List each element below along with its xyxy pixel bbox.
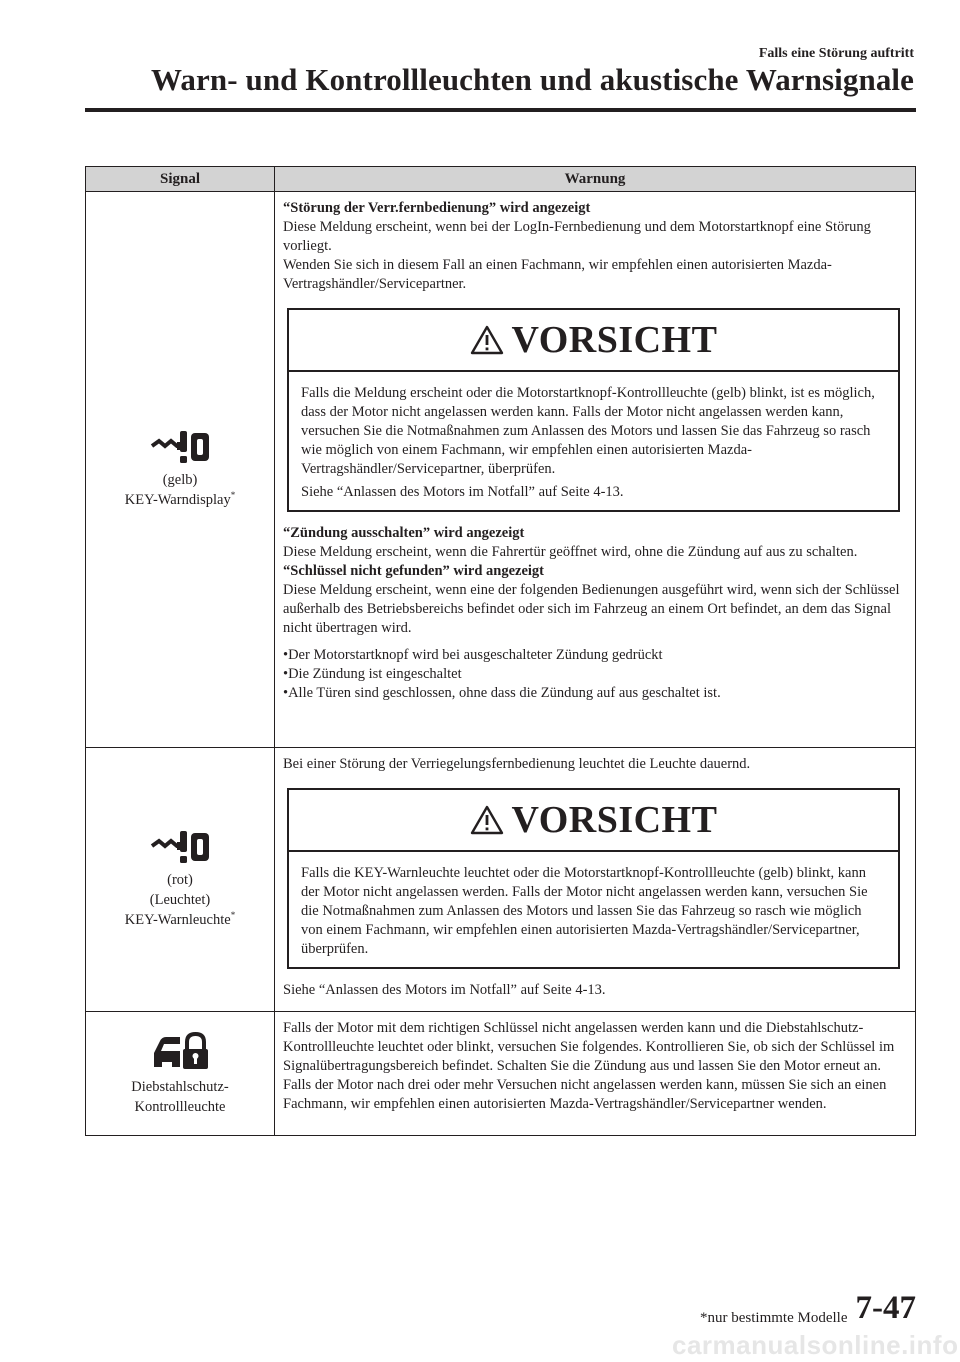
caution-body bbox=[289, 852, 898, 967]
list-item: • Die Zündung ist eingeschaltet bbox=[283, 665, 905, 684]
table-row bbox=[86, 192, 916, 748]
signal-name: KEY-Warnleuchte* bbox=[124, 909, 236, 928]
key-warning-icon bbox=[149, 830, 211, 864]
table-row bbox=[86, 748, 916, 1012]
signal-cell bbox=[86, 192, 275, 748]
watermark: carmanualsonline.info bbox=[672, 1330, 959, 1360]
warning-cell bbox=[275, 1012, 916, 1136]
page-title: Warn- und Kontrollleuchten und akustische Warnsignale bbox=[151, 62, 914, 97]
footnote: *nur bestimmte Modelle bbox=[700, 1310, 848, 1326]
warning-cell bbox=[275, 748, 916, 1012]
message-text: Falls der Motor mit dem richtigen Schlüssel nicht angelassen werden kann und die Diebstahlschutz-Kontrollleuchte leuchtet oder blinkt, versuchen Sie folgendes. Kontrollieren Sie, ob sich der Schlüssel im Signalübertragungsbereich befindet. Schalten Sie die Zündung aus und lassen Sie den Motor erneut an. Falls der Motor nach drei oder mehr Versuchen nicht angelassen werden kann, müssen Sie sich an einen Fachmann, wir empfehlen einen autorisierten Mazda-Vertragshändler/Servicepartner wenden. bbox=[283, 1020, 895, 1112]
caution-text: Falls die KEY-Warnleuchte leuchtet oder die Motorstartknopf-Kontrollleuchte (gelb) blinkt, kann der Motor nicht angelassen werden. Falls der Motor nicht angelassen werden kann, versuchen Sie die Notmaßnahmen zum Anlassen des Motors und lassen Sie das Fahrzeug so rasch wie möglich von einem Fachmann, wir empfehlen einen autorisierten Mazda-Vertragshändler/Servicepartner, überprüfen. bbox=[301, 865, 868, 957]
message-text: Diese Meldung erscheint, wenn eine der folgenden Bedienungen ausgeführt wird, wenn sich der Schlüssel außerhalb des Betriebsbereichs befindet oder sich im Fahrzeug an einem Ort befindet, an dem das Signal nicht übertragen wird. bbox=[283, 582, 900, 636]
message-title: “Zündung ausschalten” wird angezeigt bbox=[283, 525, 525, 541]
condition-list bbox=[283, 646, 905, 703]
signal-name: Diebstahlschutz- bbox=[131, 1078, 229, 1095]
signal-cell bbox=[86, 748, 275, 1012]
caution-header bbox=[289, 790, 898, 852]
caution-title: VORSICHT bbox=[511, 798, 718, 841]
message-text: Diese Meldung erscheint, wenn die Fahrertür geöffnet wird, ohne die Zündung auf aus zu schalten. bbox=[283, 544, 858, 560]
signal-name: KEY-Warndisplay* bbox=[124, 489, 236, 508]
signal-cell bbox=[86, 1012, 275, 1136]
list-item: • Alle Türen sind geschlossen, ohne dass die Zündung auf aus geschaltet ist. bbox=[283, 684, 905, 703]
caution-box bbox=[287, 308, 900, 512]
message-text: Wenden Sie sich in diesem Fall an einen Fachmann, wir empfehlen einen autorisierten Mazda-Vertragshändler/Servicepartner. bbox=[283, 257, 832, 292]
header-rule bbox=[85, 108, 916, 112]
caution-reference: Siehe “Anlassen des Motors im Notfall” auf Seite 4-13. bbox=[301, 484, 624, 500]
table-row bbox=[86, 1012, 916, 1136]
footnote-mark: * bbox=[230, 909, 236, 920]
message-title: “Störung der Verr.fernbedienung” wird angezeigt bbox=[283, 200, 591, 216]
message-text: Diese Meldung erscheint, wenn bei der LogIn-Fernbedienung und dem Motorstartknopf eine Störung vorliegt. bbox=[283, 219, 871, 254]
signal-name: Kontrollleuchte bbox=[134, 1098, 226, 1115]
list-item: • Der Motorstartknopf wird bei ausgeschalteter Zündung gedrückt bbox=[283, 646, 905, 665]
caution-text: Falls die Meldung erscheint oder die Motorstartknopf-Kontrollleuchte (gelb) blinkt, ist es möglich, dass der Motor nicht angelassen werden kann. Falls der Motor nicht angelassen werden kann, versuchen Sie die Notmaßnahmen zum Anlassen des Motors und lassen Sie das Fahrzeug so rasch wie möglich von einem Fachmann, wir empfehlen einen autorisierten Mazda-Vertragshändler/Servicepartner, überprüfen. bbox=[301, 385, 875, 477]
warning-cell bbox=[275, 192, 916, 748]
col-header-signal: Signal bbox=[86, 167, 275, 192]
section-header: Falls eine Störung auftritt bbox=[758, 46, 914, 61]
col-header-warning: Warnung bbox=[275, 167, 916, 192]
caution-body bbox=[289, 372, 898, 510]
car-lock-icon bbox=[150, 1031, 210, 1071]
warning-triangle-icon bbox=[470, 805, 504, 835]
caution-title: VORSICHT bbox=[511, 318, 718, 361]
warning-table bbox=[85, 166, 916, 1136]
key-warning-icon bbox=[149, 430, 211, 464]
signal-color: (gelb) bbox=[162, 471, 198, 488]
footnote-mark: * bbox=[230, 489, 236, 500]
message-title: “Schlüssel nicht gefunden” wird angezeigt bbox=[283, 563, 545, 579]
page-number: 7-47 bbox=[855, 1290, 916, 1326]
signal-color: (rot) bbox=[167, 871, 193, 888]
caution-header bbox=[289, 310, 898, 372]
reference-text: Siehe “Anlassen des Motors im Notfall” auf Seite 4-13. bbox=[283, 982, 606, 998]
warning-triangle-icon bbox=[470, 325, 504, 355]
caution-box bbox=[287, 788, 900, 969]
message-text: Bei einer Störung der Verriegelungsfernbedienung leuchtet die Leuchte dauernd. bbox=[283, 756, 751, 772]
signal-state: (Leuchtet) bbox=[149, 891, 211, 908]
table-header-row bbox=[86, 167, 916, 192]
